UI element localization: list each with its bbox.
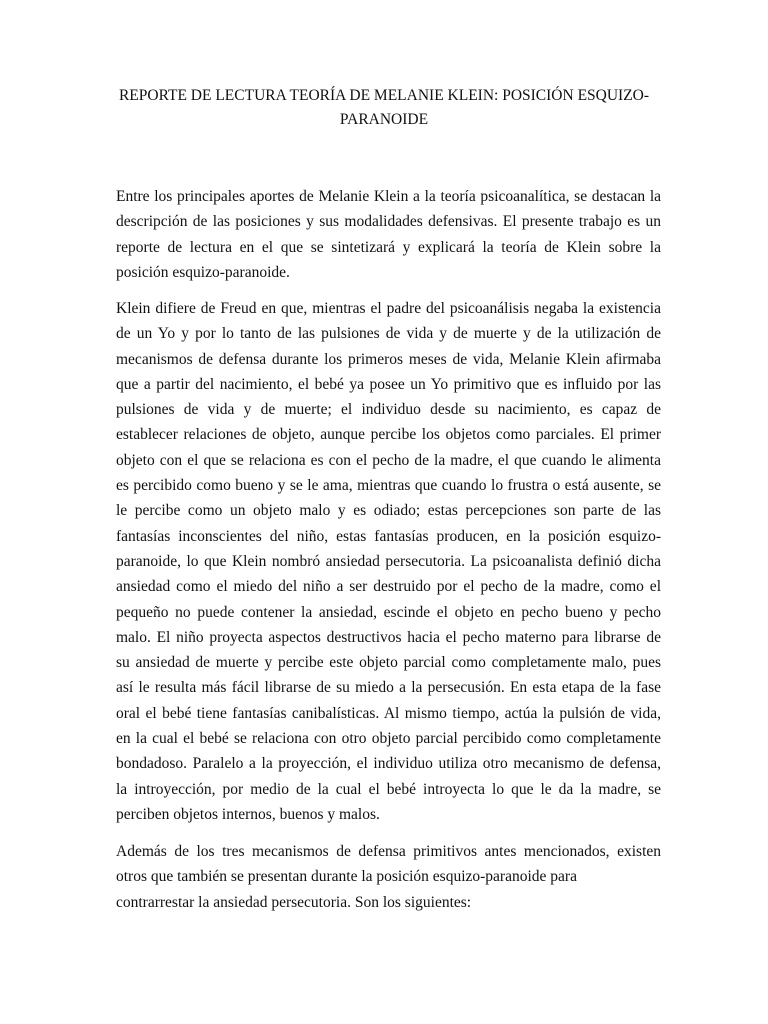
text-line: bondadoso. Paralelo a la proyección, el individuo utiliza otro mecanismo de defensa,: [116, 755, 661, 773]
text-line: mecanismos de defensa durante los primeros meses de vida, Melanie Klein afirmaba: [116, 350, 661, 368]
text-line: paranoide, lo que Klein nombró ansiedad persecutoria. La psicoanalista definió dicha: [116, 552, 661, 570]
text-line: objeto con el que se relaciona es con el pecho de la madre, el que cuando le alimenta: [116, 451, 661, 469]
text-line: Klein difiere de Freud en que, mientras el padre del psicoanálisis negaba la existencia: [116, 300, 661, 317]
text-line: Entre los principales aportes de Melanie Klein a la teoría psicoanalítica, se destacan la: [116, 188, 661, 205]
text-line: fantasías inconscientes del niño, estas fantasías producen, en la posición esquizo-: [116, 527, 661, 545]
text-line: en la cual el bebé se relaciona con otro objeto parcial percibido como completamente: [116, 730, 661, 748]
text-line: así le resulta más fácil librarse de su miedo a la persecusión. En esta etapa de la fase: [116, 679, 661, 697]
paragraph-intro: [116, 184, 661, 285]
text-line: perciben objetos internos, buenos y malos.: [116, 805, 380, 823]
paragraph-other-mechanisms: [116, 839, 661, 915]
text-line: le percibe como un objeto malo y es odiado; estas percepciones son parte de las: [116, 502, 661, 520]
title-line: REPORTE DE LECTURA TEORÍA DE MELANIE KLEIN: POSICIÓN ESQUIZO-: [118, 87, 650, 104]
text-line: ansiedad como el miedo del niño a ser destruido por el pecho de la madre, como el: [116, 578, 661, 596]
text-line: que a partir del nacimiento, el bebé ya posee un Yo primitivo que es influido por las: [116, 375, 661, 393]
text-line: malo. El niño proyecta aspectos destructivos hacia el pecho materno para librarse de: [116, 628, 661, 646]
text-line: oral el bebé tiene fantasías canibalísticas. Al mismo tiempo, actúa la pulsión de vida,: [116, 704, 661, 722]
text-line: pulsiones de vida y de muerte; el individuo desde su nacimiento, es capaz de: [116, 401, 661, 419]
text-line: reporte de lectura en el que se sintetizará y explicará la teoría de Klein sobre la: [116, 238, 661, 256]
text-line: posición esquizo-paranoide.: [116, 263, 290, 281]
text-line: descripción de las posiciones y sus modalidades defensivas. El presente trabajo es un: [116, 213, 661, 231]
text-line: la introyección, por medio de la cual el bebé introyecta lo que le da la madre, se: [116, 780, 661, 798]
paragraph-klein-freud: [116, 296, 661, 827]
text-line: es percibido como bueno y se le ama, mientras que cuando lo frustra o está ausente, se: [116, 477, 661, 495]
text-line: su ansiedad de muerte y percibe este objeto parcial como completamente malo, pues: [116, 654, 661, 672]
title-line: PARANOIDE: [339, 111, 429, 128]
text-line: de un Yo y por lo tanto de las pulsiones de vida y de muerte y de la utilización de: [116, 325, 661, 343]
text-line: contrarrestar la ansiedad persecutoria. Son los siguientes:: [116, 893, 472, 911]
document-title: [110, 84, 658, 132]
text-line: Además de los tres mecanismos de defensa primitivos antes mencionados, existen: [116, 843, 661, 860]
text-line: otros que también se presentan durante la posición esquizo-paranoide para: [116, 868, 577, 886]
text-line: establecer relaciones de objeto, aunque percibe los objetos como parciales. El primer: [116, 426, 661, 444]
text-line: pequeño no puede contener la ansiedad, escinde el objeto en pecho bueno y pecho: [116, 603, 661, 621]
